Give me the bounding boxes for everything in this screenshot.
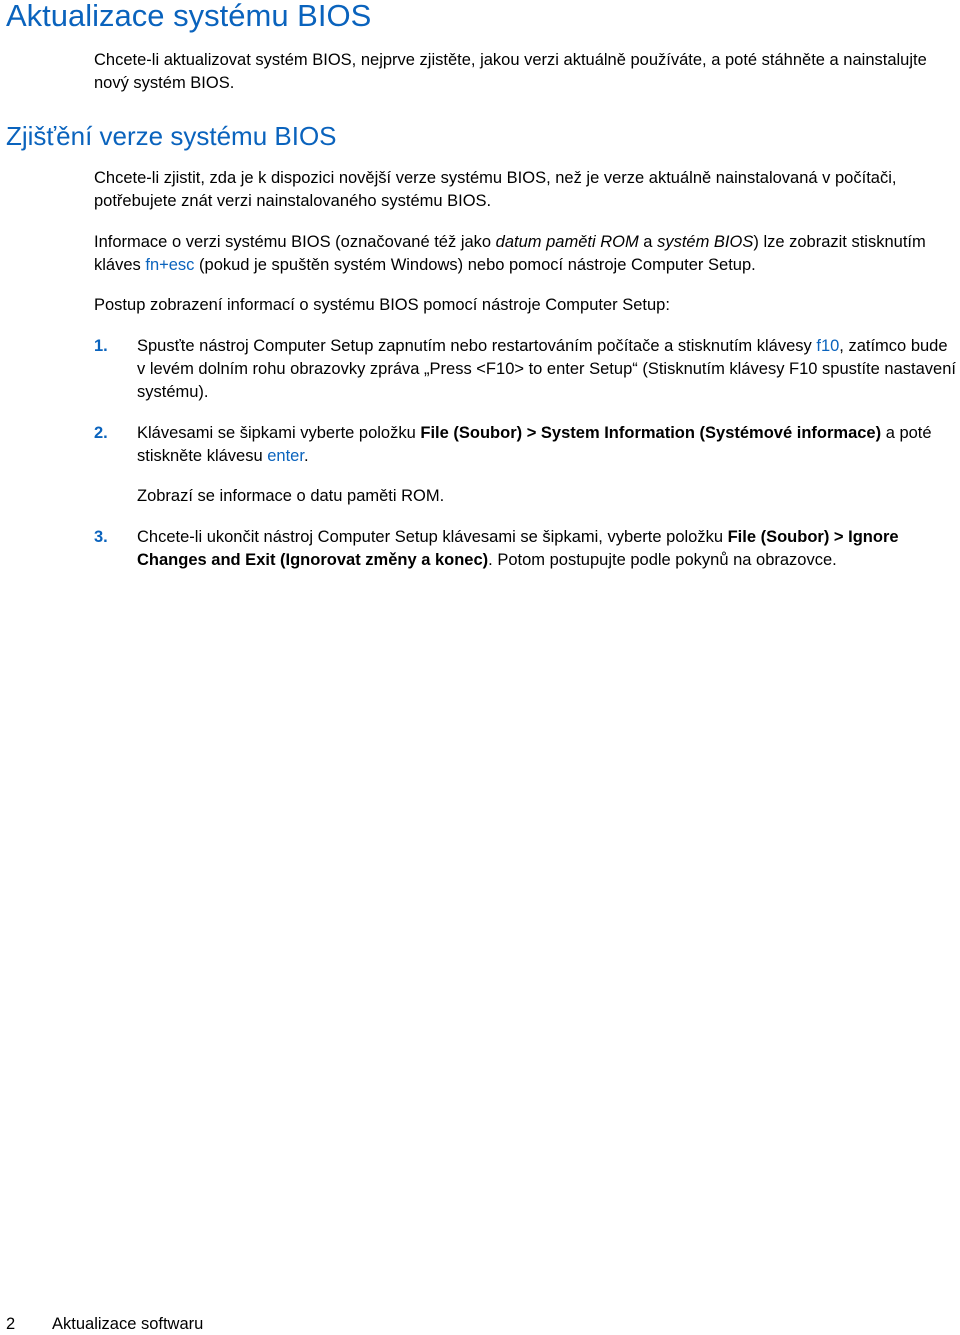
step-3-text bbox=[137, 526, 960, 572]
keyboard-key-f10: f10 bbox=[816, 337, 840, 355]
italic-term-bios: systém BIOS bbox=[657, 233, 754, 251]
paragraph-text: (pokud je spuštěn systém Windows) nebo pomocí nástroje Computer Setup. bbox=[194, 256, 756, 274]
section-paragraph-2 bbox=[94, 231, 960, 277]
intro-paragraph: Chcete-li aktualizovat systém BIOS, nejprve zjistěte, jakou verzi aktuálně používáte, a poté stáhněte a nainstalujte nový systém BIOS. bbox=[94, 51, 927, 92]
step-number: 1. bbox=[94, 337, 108, 355]
menu-path: File (Soubor) > System Information (Systémové informace) bbox=[420, 424, 882, 442]
step-1-text bbox=[137, 335, 960, 404]
step-text: Chcete-li ukončit nástroj Computer Setup klávesami se šipkami, vyberte položku bbox=[137, 528, 728, 546]
step-text: . Potom postupujte podle pokynů na obrazovce. bbox=[488, 551, 837, 569]
step-number: 2. bbox=[94, 424, 108, 442]
step-text: Klávesami se šipkami vyberte položku bbox=[137, 424, 421, 442]
chapter-title: Aktualizace softwaru bbox=[52, 1315, 204, 1333]
page-number: 2 bbox=[6, 1315, 16, 1333]
paragraph-text: Informace o verzi systému BIOS (označované též jako bbox=[94, 233, 496, 251]
step-text: a poté stiskněte klávesu bbox=[137, 424, 932, 465]
step-text: . bbox=[303, 447, 309, 465]
section-heading: Zjišťění verze systému BIOS bbox=[6, 121, 337, 151]
section-paragraph-1: Chcete-li zjistit, zda je k dispozici novější verze systému BIOS, než je verze aktuálně nainstalovaná v počítači, potřebujete znát verzi nainstalovaného systému BIOS. bbox=[94, 169, 897, 210]
step-text: Spusťte nástroj Computer Setup zapnutím nebo restartováním počítače a stisknutím klávesy bbox=[137, 337, 817, 355]
keyboard-key-enter: enter bbox=[267, 447, 304, 465]
section-paragraph-3: Postup zobrazení informací o systému BIOS pomocí nástroje Computer Setup: bbox=[94, 296, 670, 314]
italic-term-rom-date: datum paměti ROM bbox=[495, 233, 639, 251]
keyboard-key-fn-esc: fn+esc bbox=[145, 256, 195, 274]
step-number: 3. bbox=[94, 528, 108, 546]
menu-path: File (Soubor) > Ignore Changes and Exit (Ignorovat změny a konec) bbox=[137, 528, 899, 569]
page-title: Aktualizace systému BIOS bbox=[6, 0, 372, 33]
step-2-result: Zobrazí se informace o datu paměti ROM. bbox=[137, 487, 445, 505]
step-text: , zatímco bude v levém dolním rohu obrazovky zpráva „Press <F10> to enter Setup“ (Stisknutím klávesy F10 spustíte nastavení systému). bbox=[137, 337, 956, 401]
step-2-text bbox=[137, 422, 960, 468]
paragraph-text: ) lze zobrazit stisknutím kláves bbox=[94, 233, 926, 274]
paragraph-text: a bbox=[638, 233, 658, 251]
